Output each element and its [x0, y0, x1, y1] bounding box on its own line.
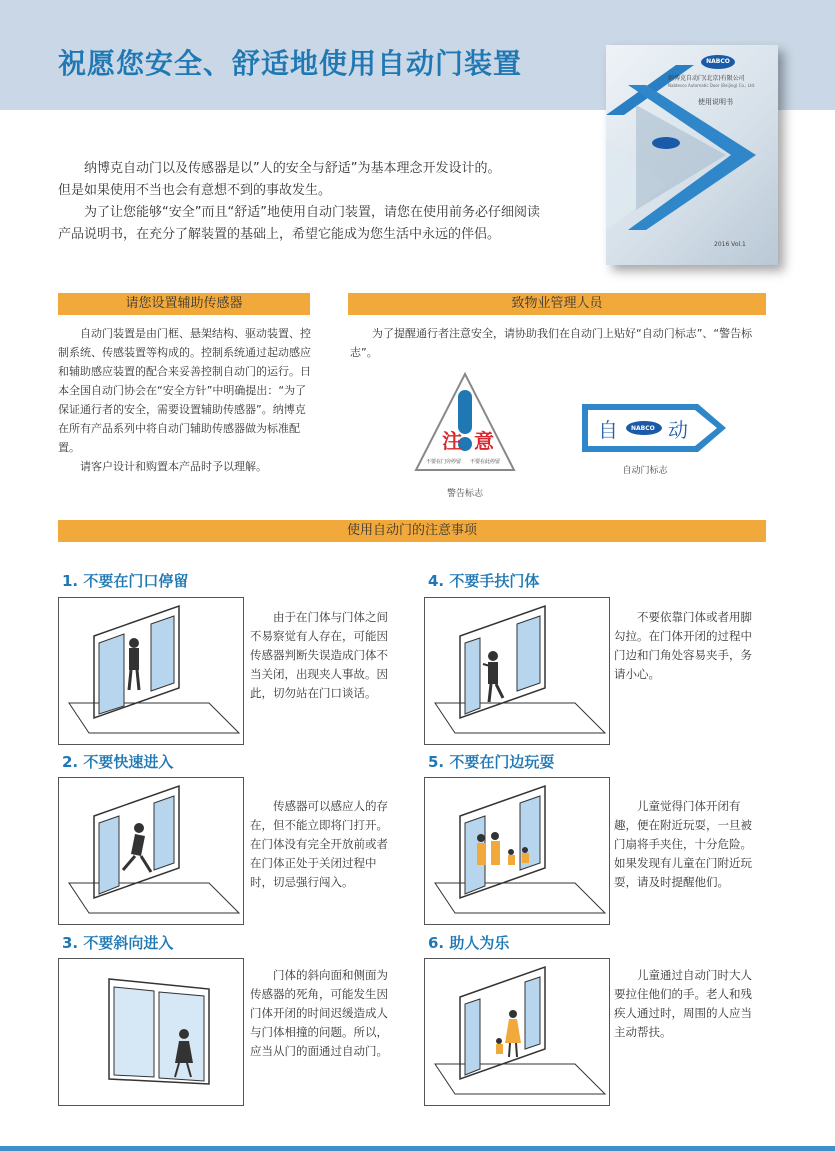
property-text [350, 324, 768, 362]
item-2-text: 传感器可以感应人的存在，但不能立即将门打开。在门体没有完全开放前或者在门体正处于关闭过程中时，切忌强行闯入。 [250, 799, 388, 889]
item-3-title: 3. 不要斜向进入 [62, 934, 174, 952]
auto-sign-badge: NABCO [631, 425, 655, 432]
cover-company: 纳博克自动门(北京)有限公司 [668, 75, 745, 82]
warn-char-left: 注 [442, 429, 462, 453]
cover-subtitle: Nabtesco Automatic Door (Beijing) Co., Ltd. [668, 83, 756, 88]
item-4-title: 4. 不要手扶门体 [428, 572, 540, 590]
sensor-paragraph-2: 请客户设计和购置本产品时予以理解。 [80, 460, 267, 473]
notice-heading: 使用自动门的注意事项 [58, 520, 766, 542]
auto-sign-left-char: 自 [598, 418, 618, 442]
warn-char-right: 意 [474, 429, 494, 453]
property-paragraph: 为了提醒通行者注意安全，请协助我们在自动门上贴好“自动门标志”、“警告标志”。 [350, 327, 753, 359]
intro-line-2: 但是如果使用不当也会有意想不到的事故发生。 [58, 183, 332, 198]
item-4-illustration [424, 597, 610, 745]
intro-text [58, 158, 598, 246]
page-title: 祝愿您安全、舒适地使用自动门装置 [58, 47, 523, 80]
cover-volume: 2016 Vol.1 [714, 241, 746, 248]
item-6-illustration [424, 958, 610, 1106]
item-5-illustration [424, 777, 610, 925]
warning-sign-caption: 警告标志 [446, 489, 483, 499]
item-1-title: 1. 不要在门口停留 [62, 572, 189, 590]
manual-cover-image [606, 45, 778, 265]
item-2-title: 2. 不要快速进入 [62, 753, 174, 771]
property-heading: 致物业管理人员 [348, 293, 766, 315]
auto-door-sign-icon [580, 400, 730, 456]
auto-sign-right-char: 动 [668, 418, 688, 442]
auto-door-sign-caption: 自动门标志 [622, 466, 668, 476]
item-1-illustration [58, 597, 244, 745]
item-3-illustration [58, 958, 244, 1106]
item-2-illustration [58, 777, 244, 925]
sensor-paragraph-1: 自动门装置是由门框、悬架结构、驱动装置、控制系统、传感装置等构成的。控制系统通过起动感应和辅助感应装置的配合来妥善控制自动门的运行。日本全国自动门协会在“安全方针”中明确提出：“为了保证通行者的安全，需要设置辅助传感器”。纳博克在所有产品系列中将自动门辅助传感器做为标准配置。 [58, 327, 311, 454]
item-6-title: 6. 助人为乐 [428, 934, 510, 952]
warn-small-left: 不要在门旁停留 [426, 459, 462, 465]
item-6-text: 儿童通过自动门时大人要拉住他们的手。老人和残疾人通过时，周围的人应当主动帮扶。 [614, 968, 752, 1039]
item-5-title: 5. 不要在门边玩耍 [428, 753, 555, 771]
item-3-text: 门体的斜向面和侧面为传感器的死角，可能发生因门体开闭的时间迟缓造成人与门体相撞的问题。所以，应当从门的面通过自动门。 [250, 968, 388, 1058]
item-1-text: 由于在门体与门体之间不易察觉有人存在，可能因传感器判断失误造成门体不当关闭，出现夹人事故。因此，切勿站在门口谈话。 [250, 610, 388, 700]
intro-line-3: 为了让您能够“安全”而且“舒适”地使用自动门装置，请您在使用前务必仔细阅读 [84, 205, 540, 220]
item-5-text: 儿童觉得门体开闭有趣，便在附近玩耍，一旦被门扇将手夹住，十分危险。如果发现有儿童在门附近玩耍，请及时提醒他们。 [614, 799, 752, 889]
sensor-heading: 请您设置辅助传感器 [58, 293, 310, 315]
cover-manual-label: 使用说明书 [698, 98, 733, 106]
warn-small-right: 不要在此停留 [470, 459, 501, 465]
cover-logo-badge: NABCO [701, 55, 735, 69]
intro-line-1: 纳博克自动门以及传感器是以”人的安全与舒适”为基本理念开发设计的。 [84, 161, 501, 176]
intro-line-4: 产品说明书，在充分了解装置的基础上，希望它能成为您生活中永远的伴侣。 [58, 227, 501, 242]
footer-line [0, 1146, 835, 1151]
item-4-text: 不要依靠门体或者用脚勾拉。在门体开闭的过程中门边和门角处容易夹手，务请小心。 [614, 610, 752, 681]
warning-sign-icon [412, 370, 518, 476]
sensor-text [58, 324, 314, 476]
